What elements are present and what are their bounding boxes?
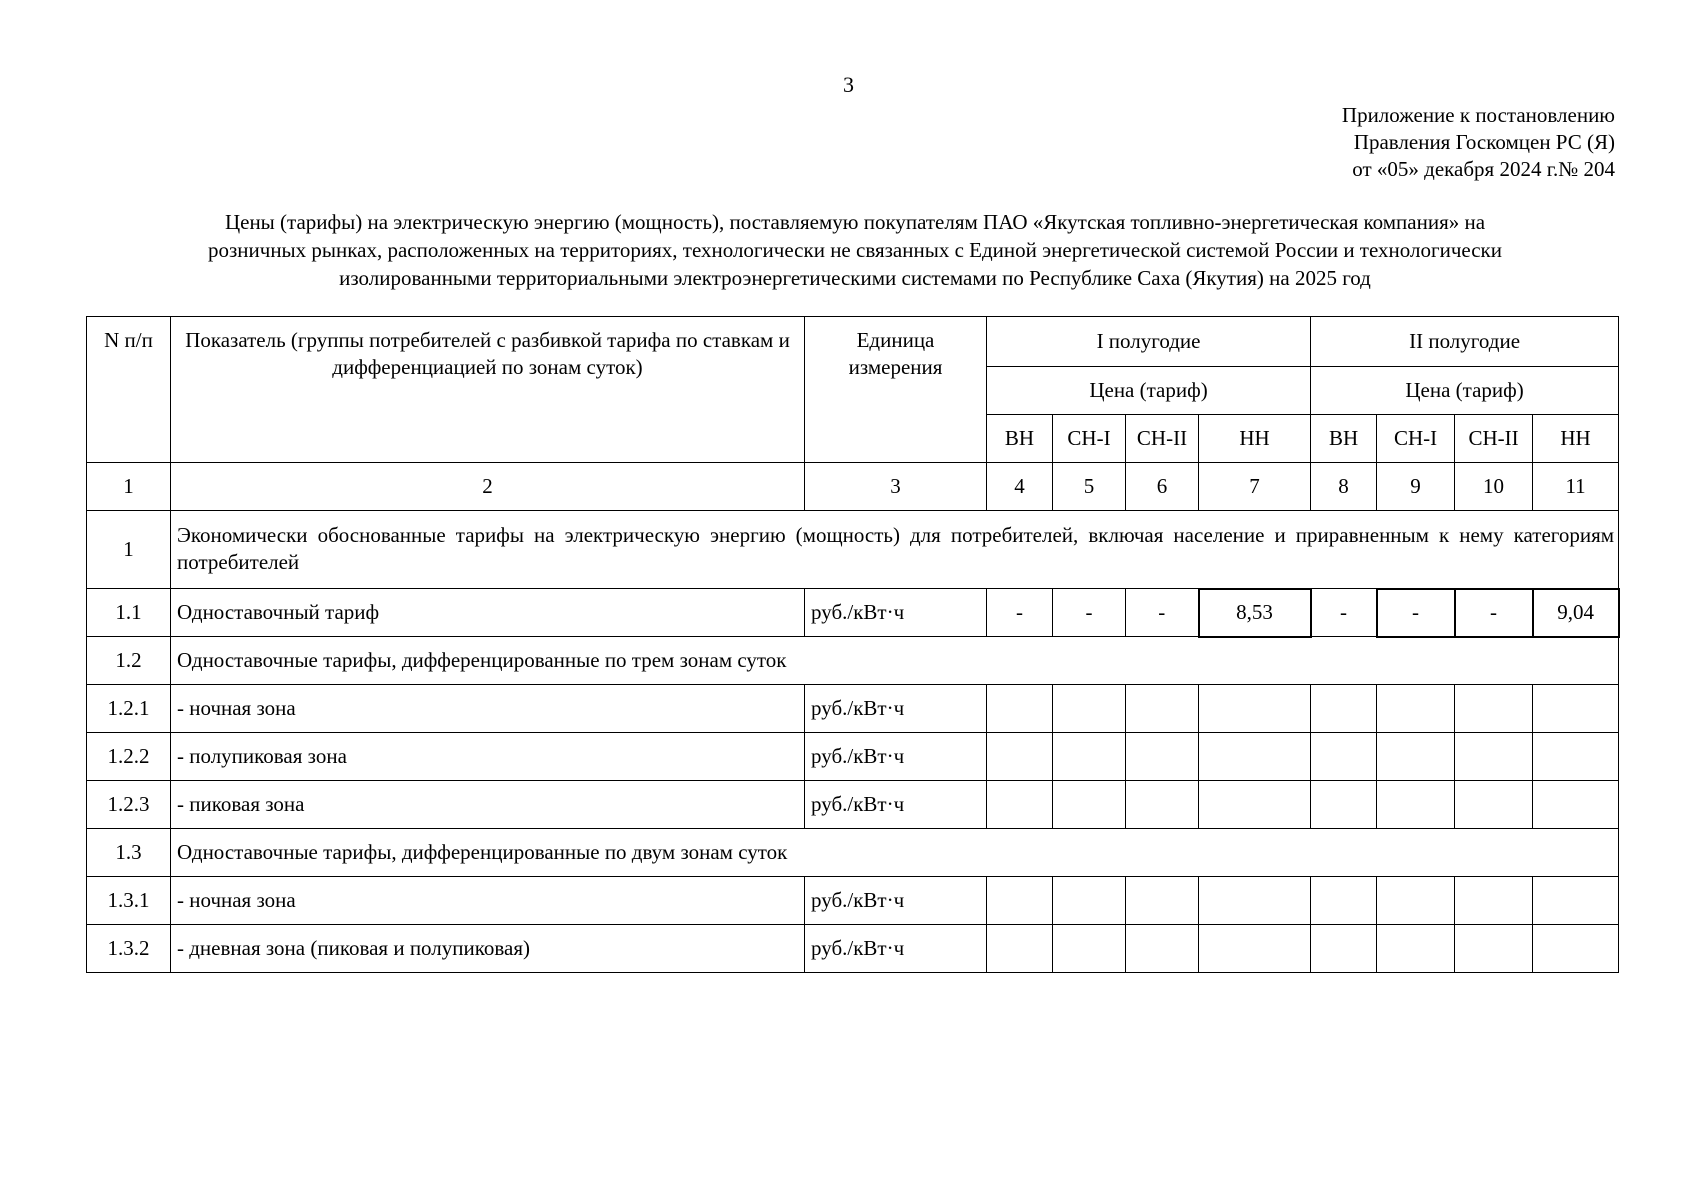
empty-cell	[1377, 781, 1455, 829]
header-level: ВН	[987, 415, 1053, 463]
empty-cell	[1377, 925, 1455, 973]
empty-cell	[1199, 877, 1311, 925]
empty-cell	[1126, 733, 1199, 781]
row-value: -	[987, 589, 1053, 637]
row-unit: руб./кВт·ч	[805, 733, 987, 781]
empty-cell	[1053, 781, 1126, 829]
table-row	[87, 733, 1619, 781]
row-label: Одноставочные тарифы, дифференцированные по двум зонам суток	[171, 829, 1619, 877]
header-half1: I полугодие	[987, 317, 1311, 367]
row-unit: руб./кВт·ч	[805, 781, 987, 829]
appendix-line: от «05» декабря 2024 г.№ 204	[1352, 157, 1615, 181]
row-label: - ночная зона	[171, 877, 805, 925]
row-value: -	[1311, 589, 1377, 637]
row-label: - полупиковая зона	[171, 733, 805, 781]
table-row	[87, 829, 1619, 877]
page-number: 3	[843, 72, 854, 97]
empty-cell	[1377, 685, 1455, 733]
column-number: 3	[805, 463, 987, 511]
empty-cell	[1455, 685, 1533, 733]
tariff-table	[86, 316, 1620, 973]
appendix-line: Приложение к постановлению	[1341, 103, 1615, 127]
row-value: -	[1126, 589, 1199, 637]
row-unit: руб./кВт·ч	[805, 589, 987, 637]
table-row	[87, 511, 1619, 589]
empty-cell	[1053, 733, 1126, 781]
header-unit: Единица измерения	[805, 317, 987, 463]
column-number: 4	[987, 463, 1053, 511]
empty-cell	[1126, 685, 1199, 733]
row-number: 1.1	[87, 589, 171, 637]
header-level: НН	[1533, 415, 1619, 463]
title-line: Цены (тарифы) на электрическую энергию (мощность), поставляемую покупателям ПАО «Якутская топливно-энергетическая компания» на	[224, 210, 1486, 234]
document-title	[90, 208, 1620, 292]
empty-cell	[1126, 781, 1199, 829]
empty-cell	[1311, 733, 1377, 781]
row-number: 1.3.2	[87, 925, 171, 973]
appendix-line: Правления Госкомцен РС (Я)	[1353, 130, 1615, 154]
empty-cell	[1053, 877, 1126, 925]
empty-cell	[1377, 877, 1455, 925]
header-price2: Цена (тариф)	[1311, 367, 1619, 415]
column-number: 1	[87, 463, 171, 511]
empty-cell	[1126, 925, 1199, 973]
empty-cell	[1533, 685, 1619, 733]
empty-cell	[1533, 925, 1619, 973]
column-number: 11	[1533, 463, 1619, 511]
header-level: ВН	[1311, 415, 1377, 463]
row-number: 1	[87, 511, 171, 589]
empty-cell	[1199, 925, 1311, 973]
header-level: СН-II	[1126, 415, 1199, 463]
row-number: 1.2.1	[87, 685, 171, 733]
table-row	[87, 589, 1619, 637]
empty-cell	[1455, 781, 1533, 829]
row-value: -	[1455, 589, 1533, 637]
column-number: 10	[1455, 463, 1533, 511]
row-unit: руб./кВт·ч	[805, 877, 987, 925]
table-row	[87, 637, 1619, 685]
column-number-row	[87, 463, 1619, 511]
header-level: СН-II	[1455, 415, 1533, 463]
header-row	[87, 317, 1619, 367]
header-indicator: Показатель (группы потребителей с разбивкой тарифа по ставкам и дифференциацией по зонам суток)	[171, 317, 805, 463]
header-price1: Цена (тариф)	[987, 367, 1311, 415]
empty-cell	[1053, 925, 1126, 973]
row-number: 1.3	[87, 829, 171, 877]
column-number: 7	[1199, 463, 1311, 511]
row-unit: руб./кВт·ч	[805, 925, 987, 973]
empty-cell	[1199, 781, 1311, 829]
column-number: 9	[1377, 463, 1455, 511]
title-line: розничных рынках, расположенных на территориях, технологически не связанных с Единой энергетической системой России и технологически	[207, 238, 1502, 262]
appendix-reference	[1342, 102, 1615, 183]
header-num: N п/п	[87, 317, 171, 463]
row-value: 9,04	[1533, 589, 1619, 637]
empty-cell	[987, 781, 1053, 829]
empty-cell	[1311, 781, 1377, 829]
empty-cell	[987, 685, 1053, 733]
column-number: 5	[1053, 463, 1126, 511]
row-label: - пиковая зона	[171, 781, 805, 829]
row-number: 1.3.1	[87, 877, 171, 925]
row-label: Экономически обоснованные тарифы на электрическую энергию (мощность) для потребителей, включая население и приравненным к нему категориям потребителей	[171, 511, 1619, 589]
table-row	[87, 781, 1619, 829]
empty-cell	[1311, 877, 1377, 925]
row-value: -	[1377, 589, 1455, 637]
empty-cell	[1377, 733, 1455, 781]
column-number: 8	[1311, 463, 1377, 511]
empty-cell	[1311, 925, 1377, 973]
row-number: 1.2	[87, 637, 171, 685]
row-number: 1.2.3	[87, 781, 171, 829]
row-label: Одноставочный тариф	[171, 589, 805, 637]
row-label: Одноставочные тарифы, дифференцированные по трем зонам суток	[171, 637, 1619, 685]
empty-cell	[1199, 733, 1311, 781]
table-row	[87, 685, 1619, 733]
column-number: 2	[171, 463, 805, 511]
table-row	[87, 925, 1619, 973]
column-number: 6	[1126, 463, 1199, 511]
title-line: изолированными территориальными электроэнергетическими системами по Республике Саха (Якутия) на 2025 год	[339, 266, 1371, 290]
empty-cell	[1533, 781, 1619, 829]
empty-cell	[987, 877, 1053, 925]
empty-cell	[1199, 685, 1311, 733]
empty-cell	[1455, 877, 1533, 925]
empty-cell	[987, 925, 1053, 973]
row-label: - дневная зона (пиковая и полупиковая)	[171, 925, 805, 973]
empty-cell	[1533, 877, 1619, 925]
empty-cell	[1311, 685, 1377, 733]
empty-cell	[987, 733, 1053, 781]
empty-cell	[1053, 685, 1126, 733]
row-unit: руб./кВт·ч	[805, 685, 987, 733]
table-row	[87, 877, 1619, 925]
row-label: - ночная зона	[171, 685, 805, 733]
row-value: -	[1053, 589, 1126, 637]
row-number: 1.2.2	[87, 733, 171, 781]
empty-cell	[1455, 925, 1533, 973]
header-level: СН-I	[1053, 415, 1126, 463]
header-level: НН	[1199, 415, 1311, 463]
empty-cell	[1126, 877, 1199, 925]
header-level: СН-I	[1377, 415, 1455, 463]
empty-cell	[1455, 733, 1533, 781]
empty-cell	[1533, 733, 1619, 781]
row-value: 8,53	[1199, 589, 1311, 637]
header-half2: II полугодие	[1311, 317, 1619, 367]
